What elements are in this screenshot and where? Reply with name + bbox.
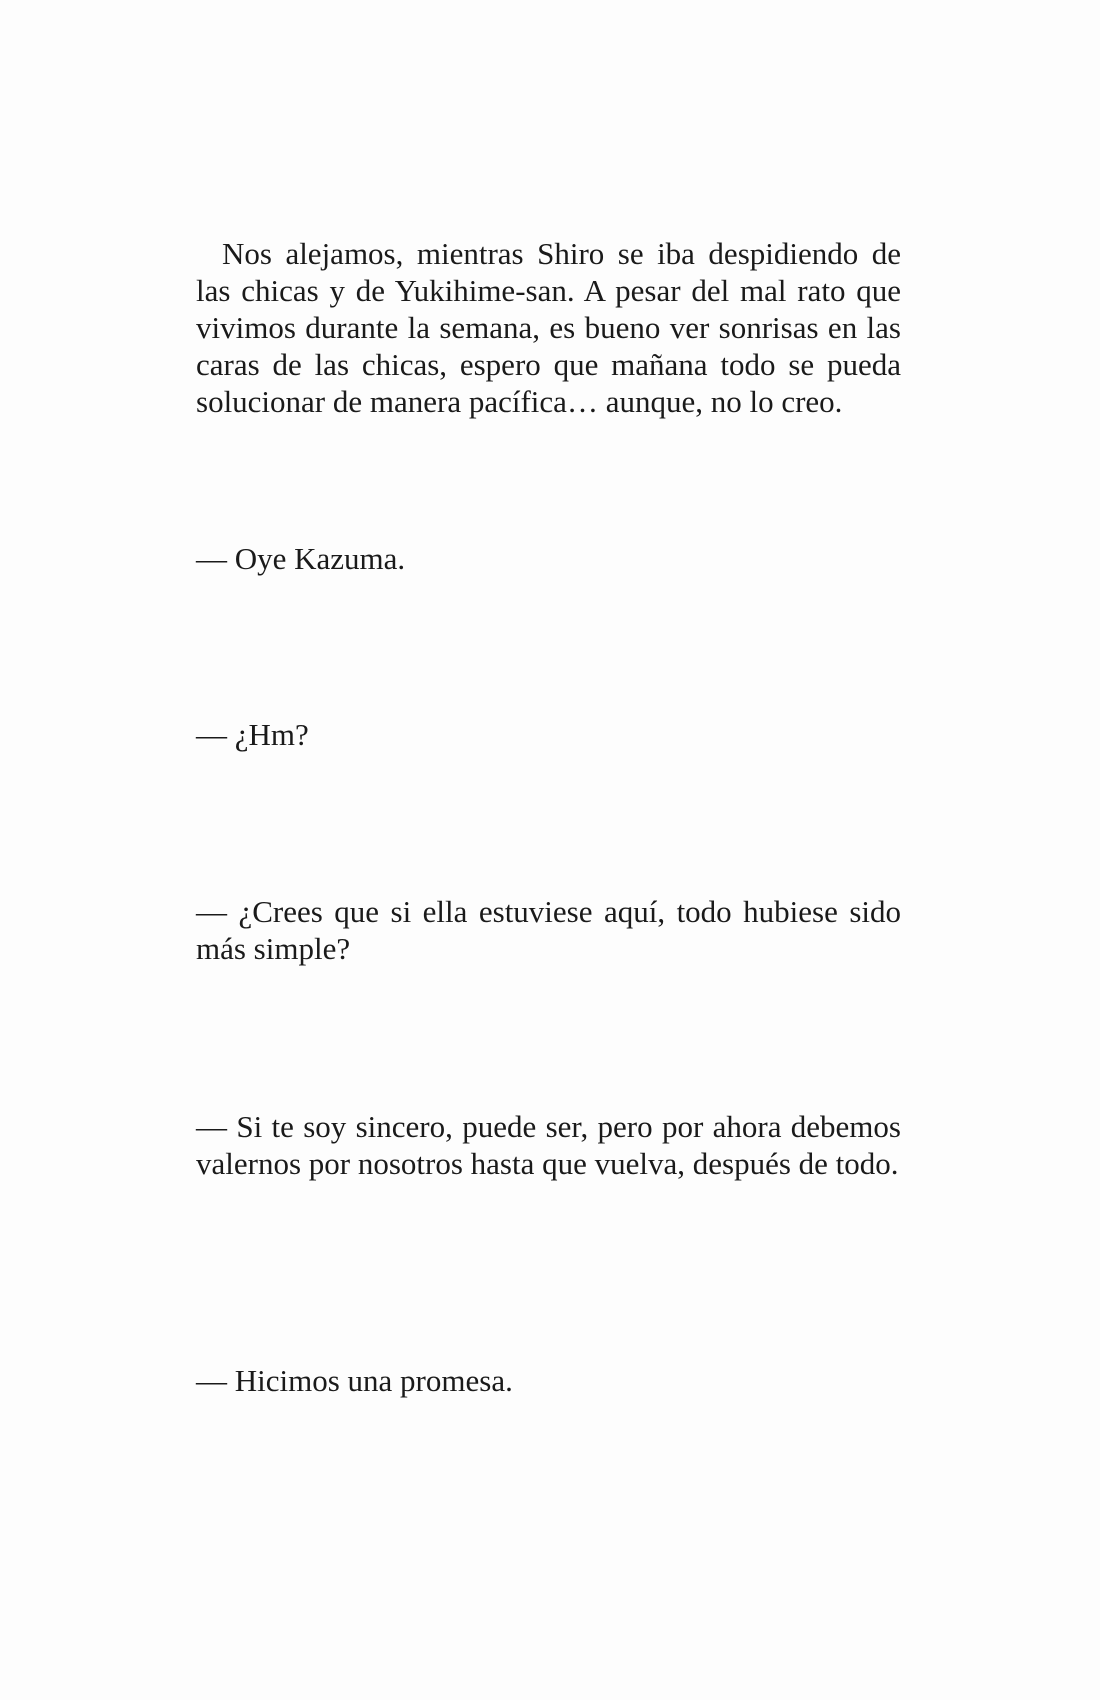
dialogue-line: — Oye Kazuma. bbox=[196, 541, 406, 576]
dialogue-line: — ¿Hm? bbox=[196, 717, 309, 752]
dialogue-line: — Hicimos una promesa. bbox=[196, 1363, 513, 1398]
dialogue-line: — ¿Crees que si ella estuviese aquí, todo hubiese sido más simple? bbox=[196, 894, 901, 966]
dialogue-line: — Si te soy sincero, puede ser, pero por ahora debemos valernos por nosotros hasta que vuelva, después de todo. bbox=[196, 1109, 901, 1181]
narrative-paragraph: Nos alejamos, mientras Shiro se iba despidiendo de las chicas y de Yukihime-san. A pesar del mal rato que vivimos durante la semana, es bueno ver sonrisas en las caras de las chicas, espero que mañana todo se pueda solucionar de manera pacífica… aunque, no lo creo. bbox=[196, 236, 901, 419]
